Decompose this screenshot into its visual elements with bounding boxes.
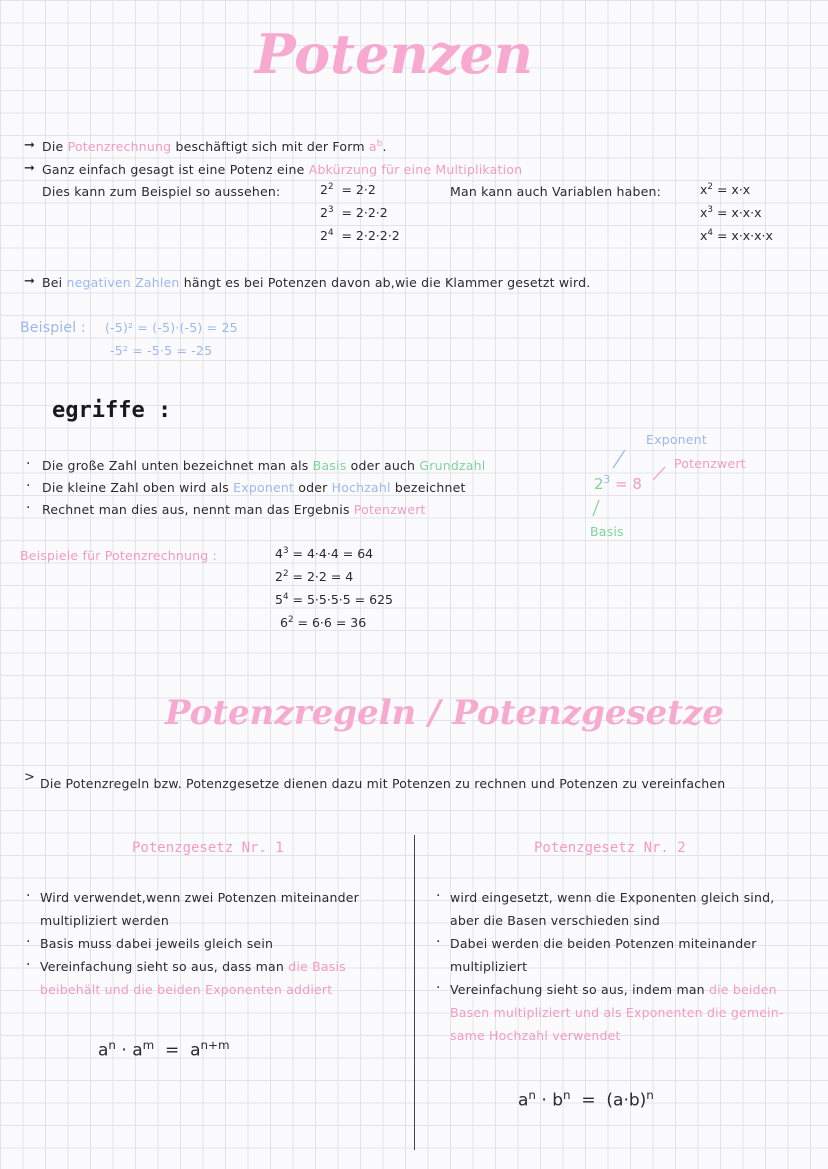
rule-2-heading: Potenzgesetz Nr. 2 xyxy=(534,840,686,856)
rule-2-item-2a: Dabei werden die beiden Potenzen miteinander xyxy=(450,936,757,951)
column-divider xyxy=(414,835,415,1150)
variable-example-2: $x^3 = x\cdot x\cdot x$ xyxy=(700,205,762,221)
rules-title: Potenzregeln / Potenzgesetze xyxy=(165,693,724,733)
rule-1-item-3b: beibehält und die beiden Exponenten addiert xyxy=(40,982,333,997)
rule-1-formula: $a^n \cdot a^m = a^{n+m}$ xyxy=(98,1038,230,1061)
beispiel-row-2: $2^2 = 2\cdot 2 = 4$ xyxy=(275,569,354,585)
rule-2-formula: $a^n \cdot b^n = (a\cdot b)^n$ xyxy=(518,1088,654,1111)
begriff-item-1: Die große Zahl unten bezeichnet man als Basis oder auch Grundzahl xyxy=(42,458,486,473)
diagram-expression: $2^3 = 8$ xyxy=(594,474,642,493)
rule-2-item-3b: Basen multipliziert und als Exponenten die gemein- xyxy=(450,1005,784,1020)
chevron-right-icon: > xyxy=(24,770,35,785)
bullet-icon: · xyxy=(26,957,31,973)
begriffe-heading: egriffe : xyxy=(52,398,172,423)
beispiel-row-1: $4^3 = 4\cdot 4\cdot 4 = 64$ xyxy=(275,546,374,562)
bullet-icon: · xyxy=(26,456,31,472)
power-example-2: $2^3 = 2\cdot 2\cdot 2$ xyxy=(320,205,388,221)
arrow-icon: ➞ xyxy=(24,274,35,289)
rule-2-item-1a: wird eingesetzt, wenn die Exponenten gleich sind, xyxy=(450,890,775,905)
diagram-basis-label: Basis xyxy=(590,524,624,539)
rule-1-item-1b: multipliziert werden xyxy=(40,913,169,928)
rule-2-item-3: Vereinfachung sieht so aus, indem man die beiden xyxy=(450,982,777,997)
rules-intro: Die Potenzregeln bzw. Potenzgesetze dienen dazu mit Potenzen zu rechnen und Potenzen zu vereinfachen xyxy=(40,776,726,791)
bullet-icon: · xyxy=(26,934,31,950)
rule-1-item-1a: Wird verwendet,wenn zwei Potenzen miteinander xyxy=(40,890,359,905)
bullet-icon: · xyxy=(26,888,31,904)
rule-2-item-1b: aber die Basen verschieden sind xyxy=(450,913,661,928)
bullet-icon: · xyxy=(26,500,31,516)
variable-example-1: $x^2 = x\cdot x$ xyxy=(700,182,751,198)
diagram-connector-lines xyxy=(585,440,675,530)
example-neg-label: Beispiel : xyxy=(20,320,86,336)
bullet-icon: · xyxy=(436,980,441,996)
diagram-potenzwert-label: Potenzwert xyxy=(674,456,746,471)
example-neg-line-2: -5² = -5·5 = -25 xyxy=(110,343,213,358)
rule-2-item-2b: multipliziert xyxy=(450,959,528,974)
variable-example-3: $x^4 = x\cdot x\cdot x\cdot x$ xyxy=(700,228,773,244)
arrow-icon: ➞ xyxy=(24,138,35,153)
intro-line-2: Ganz einfach gesagt ist eine Potenz eine Abkürzung für eine Multiplikation xyxy=(42,162,523,177)
beispiel-row-4: $6^2 = 6\cdot 6 = 36$ xyxy=(280,615,367,631)
begriff-item-2: Die kleine Zahl oben wird als Exponent oder Hochzahl bezeichnet xyxy=(42,480,466,495)
example-neg-line-1: (-5)² = (-5)·(-5) = 25 xyxy=(105,320,238,335)
diagram-exponent-label: Exponent xyxy=(646,432,707,447)
arrow-icon: ➞ xyxy=(24,161,35,176)
bullet-icon: · xyxy=(436,888,441,904)
power-example-3: $2^4 = 2\cdot 2\cdot 2\cdot 2$ xyxy=(320,228,400,244)
bullet-icon: · xyxy=(436,934,441,950)
rule-1-heading: Potenzgesetz Nr. 1 xyxy=(132,840,284,856)
page-title: Potenzen xyxy=(255,22,534,86)
intro-example-label: Dies kann zum Beispiel so aussehen: xyxy=(42,184,281,199)
negative-numbers-line: Bei negativen Zahlen hängt es bei Potenzen davon ab,wie die Klammer gesetzt wird. xyxy=(42,275,591,290)
begriff-item-3: Rechnet man dies aus, nennt man das Ergebnis Potenzwert xyxy=(42,502,426,517)
beispiel-row-3: $5^4 = 5\cdot 5\cdot 5\cdot 5 = 625$ xyxy=(275,592,393,608)
rule-1-item-3: Vereinfachung sieht so aus, dass man die Basis xyxy=(40,959,346,974)
variables-label: Man kann auch Variablen haben: xyxy=(450,184,662,199)
beispiele-label: Beispiele für Potenzrechnung : xyxy=(20,548,217,563)
power-example-1: $2^2 = 2\cdot 2$ xyxy=(320,182,376,198)
rule-1-item-2: Basis muss dabei jeweils gleich sein xyxy=(40,936,274,951)
intro-line-1: Die Potenzrechnung beschäftigt sich mit der Form $a^b$. xyxy=(42,139,387,155)
bullet-icon: · xyxy=(26,478,31,494)
rule-2-item-3c: same Hochzahl verwendet xyxy=(450,1028,621,1043)
form-a-b: $a^b$ xyxy=(368,139,383,155)
